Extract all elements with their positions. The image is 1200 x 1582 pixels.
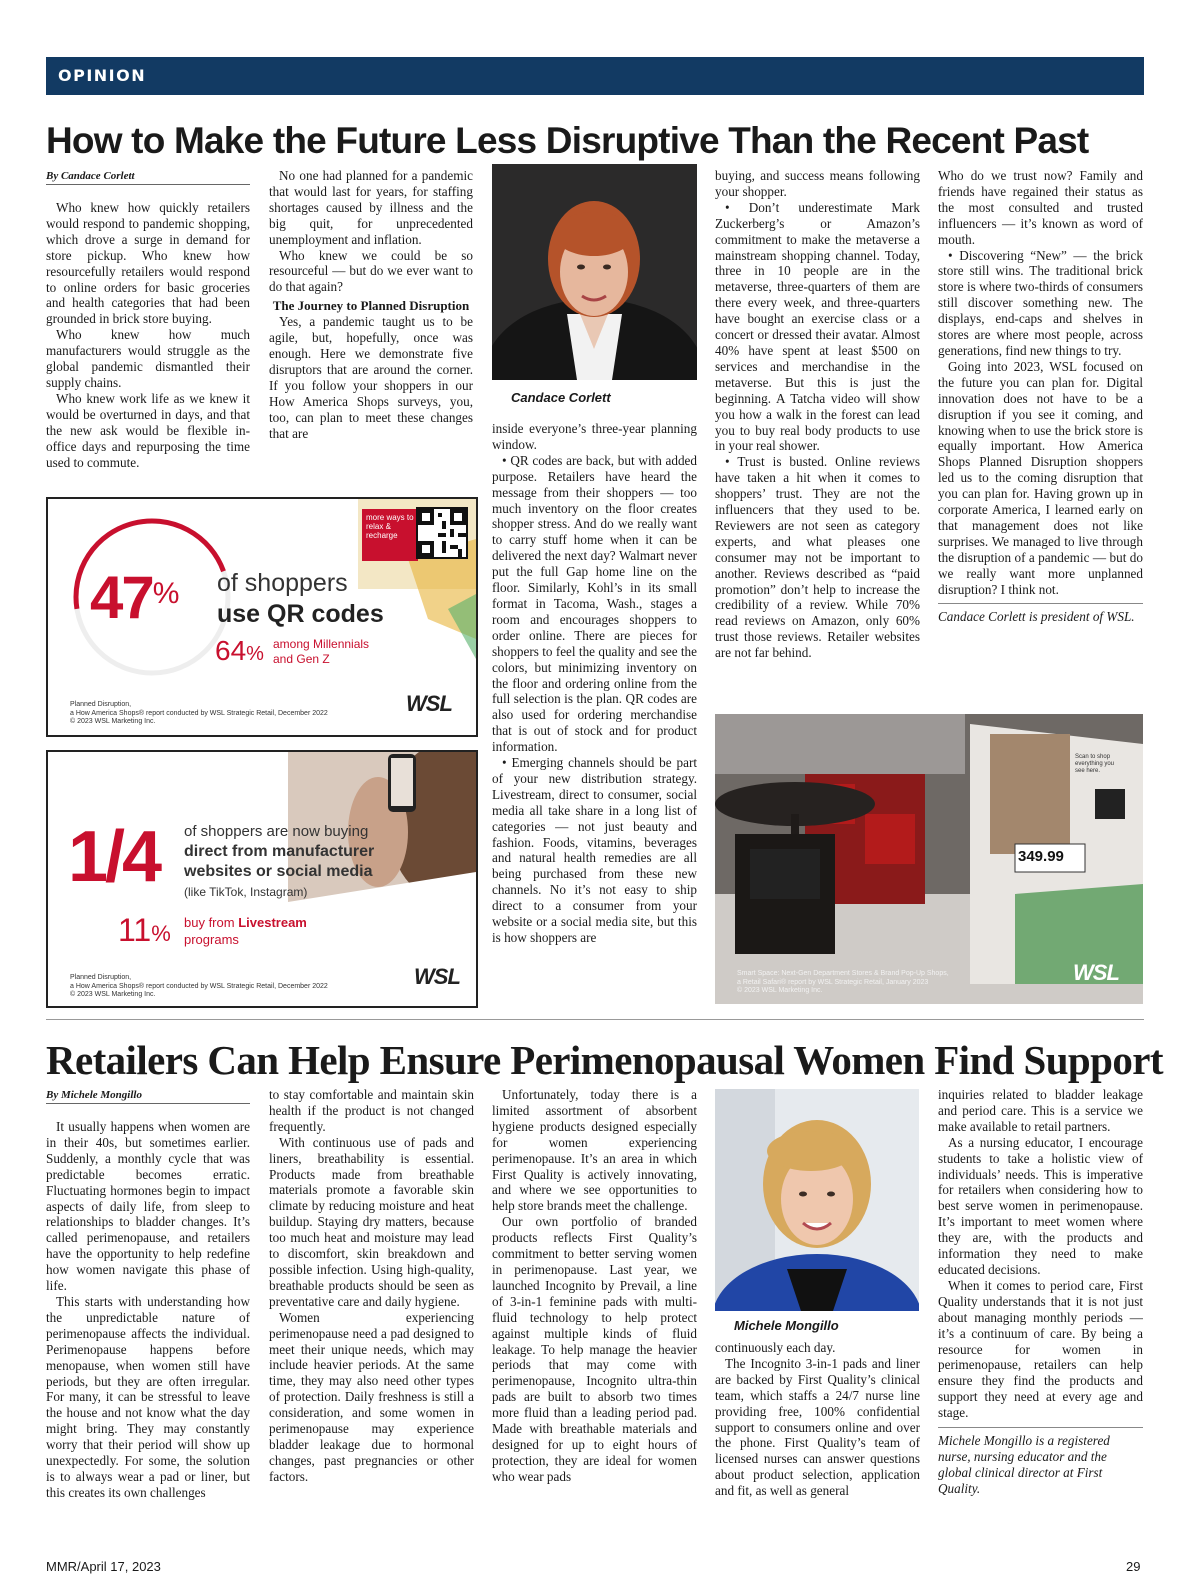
livestream-stat-number: 11% bbox=[118, 912, 171, 948]
livestream-stat-text: buy from Livestream programs bbox=[184, 915, 307, 947]
promo-sign: more ways to relax & recharge bbox=[362, 509, 418, 561]
scan-sign: Scan to shop everything you see here. bbox=[1075, 754, 1115, 774]
article2-byline: By Michele Mongillo bbox=[46, 1089, 250, 1104]
article1-column-5 bbox=[938, 168, 1143, 713]
paragraph: • QR codes are back, but with added purpose. Retailers have heard the message from their shoppers — too much inventory on the floor creates shopper stress. And do we really want to carry stuff home when it can be delivered the next day? Walmart never put the full Gap home line on the floor. Similarly, Kohl’s in its small format in Tacoma, Wash., stages a room and encourages shoppers to order online. There are pieces for shoppers to feel the quality and see the colors, but minimizing inventory on the floor and ordering online from the full selection is the plan. QR codes are also used for ordering merchandise that is out of stock and for product information. bbox=[492, 452, 697, 755]
qr-stat-number: 47% bbox=[90, 564, 178, 631]
article2-column-2 bbox=[269, 1087, 474, 1519]
footer-page-number: 29 bbox=[1126, 1559, 1141, 1574]
section-banner bbox=[46, 57, 1144, 95]
article1-column-2 bbox=[269, 168, 473, 488]
paragraph: Unfortunately, today there is a limited assortment of absorbent hygiene products designed especially for women experiencing perimenopause. It’s an area in which First Quality is actively innovating, and where we see opportunities to help store brands meet the challenge. bbox=[492, 1087, 697, 1214]
paragraph: inquiries related to bladder leakage and period care. This is a service we make available to retail partners. bbox=[938, 1087, 1143, 1134]
article2-column-3 bbox=[492, 1087, 697, 1519]
article1-headline: How to Make the Future Less Disruptive Than the Recent Past bbox=[46, 120, 1089, 161]
qr-stat-line1: of shoppers bbox=[217, 569, 348, 597]
author-bio: Michele Mongillo is a registered nurse, nursing educator and the global clinical director at First Quality. bbox=[938, 1427, 1143, 1497]
direct-stat-number: 1/4 bbox=[68, 817, 160, 897]
paragraph: Who knew how quickly retailers would respond to pandemic shopping, which drove a surge in demand for store pickup. Who knew how resourcefully retailers would respond to online orders for basic groceries and health categories that had been grounded in brick store buying. bbox=[46, 200, 250, 327]
paragraph: Who knew we could be so resourceful — but do we ever want to do that again? bbox=[269, 247, 473, 295]
direct-stat-text: of shoppers are now buying direct from manufacturer websites or social media (like TikTok, Instagram) bbox=[184, 823, 375, 899]
price-tag: 349.99 bbox=[1018, 848, 1064, 865]
paragraph: Women experiencing perimenopause need a pad designed to meet their unique needs, which may include heavier periods. At the same time, they may also need other types of protection. Daily freshness is still a consideration, and some women in perimenopause may experience bladder leakage due to hormonal changes, past pregnancies or other factors. bbox=[269, 1309, 474, 1484]
paragraph: When it comes to period care, First Quality understands that it is not just about managing monthly periods — it’s a continuum of care. By being a resource for women in perimenopause, retailers can help ensure they find the products and support they need at every age and stage. bbox=[938, 1277, 1143, 1421]
paragraph: • Discovering “New” — the brick store still wins. The traditional brick store is where two-thirds of consumers still discover something new. The displays, end-caps and shelves in stores are where most people, across generations, find new things to try. bbox=[938, 247, 1143, 358]
wsl-logo: WSL bbox=[414, 964, 460, 989]
paragraph: Who do we trust now? Family and friends have regained their status as the most consulted and trusted influencers — it’s known as word of mouth. bbox=[938, 168, 1143, 247]
paragraph: Yes, a pandemic taught us to be agile, but, hopefully, once was enough. Here we demonstrate five disruptors that are around the corner. If you follow your shoppers in our How America Shops surveys, you, too, can plan to meet these changes that are bbox=[269, 314, 473, 441]
source-note: Smart Space: Next-Gen Department Stores & Brand Pop-Up Shops, a Retail Safari® report by WSL Strategic Retail, January 2023 © 2023 WSL Marketing Inc. bbox=[737, 970, 949, 994]
paragraph: Going into 2023, WSL focused on the future you can plan for. Digital innovation does not have to be a disruption if you see it coming, and knowing when to use the brick store is equally important. How America Shops Planned Disruption shoppers led us to the coming disruption that you can plan for. Having grown up in corporate America, I learned early on that management does not like surprises. We managed to live through the disruption of a pandemic — but do we really want more unplanned disruption? I think not. bbox=[938, 358, 1143, 597]
paragraph: The Incognito 3-in-1 pads and liner are backed by First Quality’s clinical team, which staffs a 24/7 nurse line providing free, 100% confidential support to consumers online and over the phone. First Quality’s team of licensed nurses can answer questions about product selection, application and fit, as well as general bbox=[715, 1355, 920, 1499]
qr-stat-line2: use QR codes bbox=[217, 600, 384, 628]
wsl-logo: WSL bbox=[1073, 960, 1119, 985]
article1-column-1 bbox=[46, 200, 250, 488]
author-bio: Candace Corlett is president of WSL. bbox=[938, 603, 1143, 625]
infographic-direct-buying bbox=[46, 750, 478, 1008]
paragraph: continuously each day. bbox=[715, 1340, 836, 1355]
paragraph: With continuous use of pads and liners, breathability is essential. Products made from breathable materials promote a favorable skin climate by reducing moisture and heat buildup. Staying dry matters, because too much heat and moisture may lead to discomfort, skin breakdown and possible infection. Using high-quality, breathable products should be seen as preventative care and daily hygiene. bbox=[269, 1134, 474, 1309]
paragraph: inside everyone’s three-year planning window. bbox=[492, 421, 697, 452]
article2-column-1 bbox=[46, 1119, 250, 1519]
article1-column-3 bbox=[492, 421, 697, 1011]
infographic-qr-codes bbox=[46, 497, 478, 737]
subheading: The Journey to Planned Disruption bbox=[272, 298, 470, 314]
qr-sub-number: 64% bbox=[215, 635, 264, 666]
paragraph: • Don’t underestimate Mark Zuckerberg’s or Amazon’s commitment to make the metaverse a mainstream shopping channel. Today, three in 10 people are in the metaverse, three-quarters of them are there every week, and three-quarters have bought an exercise class or a concert or dressed their avatar. Almost 40% have spent at least $500 on services and merchandise in the metaverse. But this is just the beginning. A Tatcha video will show you how a walk in the forest can lead you to buy real body products to use in your real shower. bbox=[715, 199, 920, 454]
author-photo-candace bbox=[492, 164, 697, 380]
qr-code-icon bbox=[416, 507, 468, 559]
paragraph: Our own portfolio of branded products reflects First Quality’s commitment to better serving women in perimenopause. Last year, we launched Incognito by Prevail, a line of 3-in-1 feminine pads with multi-fluid technology to help protect against multiple kinds of fluid leakage. To help manage the heavier periods that may come with perimenopause, Incognito ultra-thin pads are built to absorb two times more fluid than a leading period pad. Made with breathable materials and designed for up to eight hours of protection, they are ideal for women who wear pads bbox=[492, 1214, 697, 1484]
wsl-logo: WSL bbox=[406, 691, 452, 716]
paragraph: buying, and success means following your shopper. bbox=[715, 168, 920, 199]
store-display-photo bbox=[715, 714, 1143, 1004]
portrait-illustration bbox=[715, 1089, 919, 1311]
qr-sub-text: among Millennials and Gen Z bbox=[273, 637, 370, 666]
photo-caption: Candace Corlett bbox=[511, 390, 611, 405]
portrait-illustration bbox=[492, 164, 697, 380]
source-note: Planned Disruption, a How America Shops® report conducted by WSL Strategic Retail, December 2022 © 2023 WSL Marketing Inc. bbox=[70, 974, 328, 998]
paragraph: • Emerging channels should be part of your new distribution strategy. Livestream, direct to consumer, social media all take share in a long list of categories — not just beauty and fashion. Foods, vitamins, beverages and natural health remedies are all being purchased from these new channels. No it’s not easy to ship direct to a consumer from your website or a social media site, but this is how shoppers are bbox=[492, 755, 697, 945]
footer-publication-date: MMR/April 17, 2023 bbox=[46, 1559, 161, 1574]
article2-column-5 bbox=[938, 1087, 1143, 1547]
section-label: OPINION bbox=[58, 66, 147, 85]
photo-caption: Michele Mongillo bbox=[734, 1318, 839, 1333]
paragraph: No one had planned for a pandemic that would last for years, for staffing shortages caused by illness and the big quit, for unprecedented unemployment and inflation. bbox=[269, 168, 473, 247]
article2-headline: Retailers Can Help Ensure Perimenopausal Women Find Support bbox=[46, 1037, 1163, 1083]
source-note: Planned Disruption, a How America Shops® report conducted by WSL Strategic Retail, December 2022 © 2023 WSL Marketing Inc. bbox=[70, 701, 328, 725]
paragraph: It usually happens when women are in their 40s, but sometimes earlier. Suddenly, a monthly cycle that was predictable becomes erratic. Fluctuating hormones begin to impact aspects of daily life, from sleep to relationships to bladder changes. It’s called perimenopause, and retailers have the opportunity to help redefine how women navigate this phase of life. bbox=[46, 1119, 250, 1294]
article1-column-4 bbox=[715, 168, 920, 708]
author-photo-michele bbox=[715, 1089, 919, 1311]
section-divider bbox=[46, 1019, 1144, 1020]
paragraph: This starts with understanding how the unpredictable nature of perimenopause affects the individual. Perimenopause happens before menopause, when women still have periods, but they are often irregular. For many, it can be stressful to leave the house and not know what the day might bring. They may constantly worry that their period will show up unexpectedly. For some, the solution is to always wear a pad or liner, but this creates its own challenges bbox=[46, 1293, 250, 1500]
paragraph: Who knew work life as we knew it would be overturned in days, and that the new ask would be flexible in-office days and repurposing the time used to commute. bbox=[46, 390, 250, 470]
article2-column-4 bbox=[715, 1340, 920, 1520]
paragraph: to stay comfortable and maintain skin health if the product is not changed frequently. bbox=[269, 1087, 474, 1134]
paragraph: • Trust is busted. Online reviews have taken a hit when it comes to shoppers’ trust. They are not the influencers that they used to be. Reviewers are not seen as category experts, and what pleases one consumer may not be important to another. Reviews described as “paid promotion” don’t help to increase the credibility of a review. While 70% read reviews on Amazon, only 60% trust those reviews. Retailer websites are not far behind. bbox=[715, 454, 920, 661]
paragraph: As a nursing educator, I encourage students to take a holistic view of individuals’ needs. This is imperative for retailers when considering how to best serve women in perimenopause. It’s important to meet women where they are, with the products and information they need to make educated decisions. bbox=[938, 1134, 1143, 1277]
paragraph: Who knew how much manufacturers would struggle as the global pandemic dismantled their supply chains. bbox=[46, 327, 250, 390]
article1-byline: By Candace Corlett bbox=[46, 170, 250, 185]
